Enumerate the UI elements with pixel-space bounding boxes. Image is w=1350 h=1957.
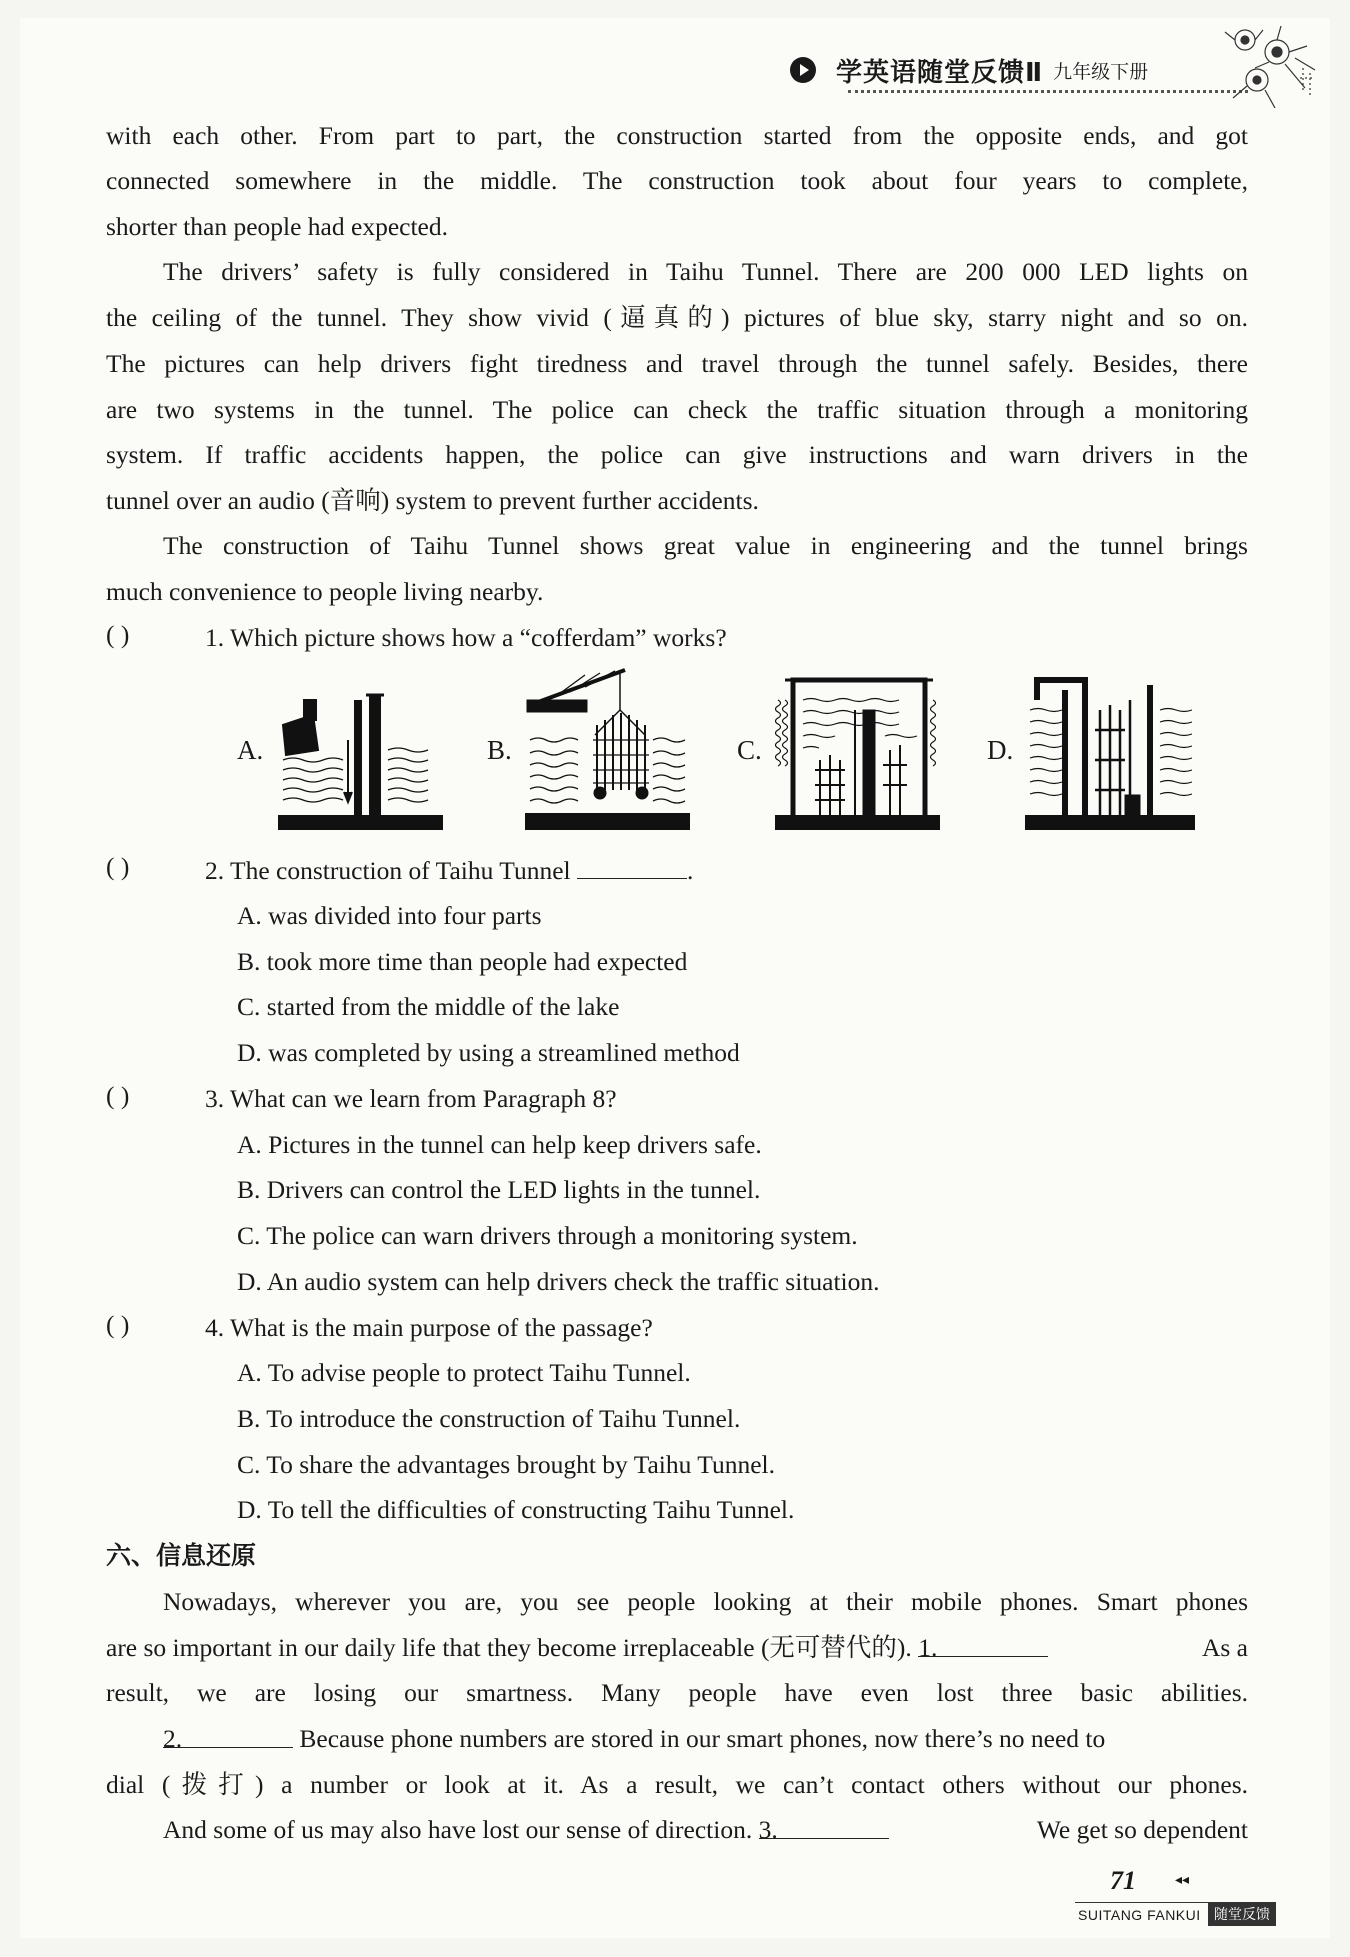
passage-line: connected somewhere in the middle. The construction took about four years to complete, bbox=[106, 166, 1248, 195]
passage-line: The drivers’ safety is fully considered in Taihu Tunnel. There are 200 000 LED lights on bbox=[163, 257, 1248, 286]
answer-bracket[interactable]: ( ) bbox=[106, 620, 130, 649]
passage-line: tunnel over an audio (音响) system to prevent further accidents. bbox=[106, 486, 759, 515]
answer-blank-3[interactable]: 3. bbox=[759, 1812, 889, 1839]
picture-label-c: C. bbox=[737, 735, 762, 765]
option: C. The police can warn drivers through a monitoring system. bbox=[237, 1221, 858, 1250]
option: A. To advise people to protect Taihu Tunnel. bbox=[237, 1358, 691, 1387]
option: C. started from the middle of the lake bbox=[237, 992, 620, 1021]
question-2-stem: 2. The construction of Taihu Tunnel . bbox=[205, 852, 693, 889]
option: C. To share the advantages brought by Taihu Tunnel. bbox=[237, 1450, 776, 1479]
footer-badge: 随堂反馈 bbox=[1208, 1902, 1276, 1926]
passage-line: much convenience to people living nearby. bbox=[106, 577, 544, 606]
passage-line: The construction of Taihu Tunnel shows great value in engineering and the tunnel brings bbox=[163, 531, 1248, 560]
footer-pinyin: SUITANG FANKUI bbox=[1078, 1907, 1201, 1923]
passage-line: And some of us may also have lost our sense of direction. 3. We get so dependent bbox=[163, 1812, 1248, 1848]
passage-line: with each other. From part to part, the construction started from the opposite ends, and got bbox=[106, 121, 1248, 150]
play-icon bbox=[790, 57, 816, 83]
answer-bracket[interactable]: ( ) bbox=[106, 1081, 130, 1110]
passage-line: Nowadays, wherever you are, you see people looking at their mobile phones. Smart phones bbox=[163, 1587, 1248, 1616]
cofferdam-picture-b[interactable] bbox=[525, 665, 690, 830]
header-title: 学英语随堂反馈Ⅱ bbox=[836, 57, 1044, 88]
passage-line: the ceiling of the tunnel. They show vivid (逼真的) pictures of blue sky, starry night and so on. bbox=[106, 303, 1248, 332]
passage-line: are two systems in the tunnel. The police can check the traffic situation through a monitoring bbox=[106, 395, 1248, 424]
answer-blank-1[interactable]: 1. bbox=[918, 1630, 1048, 1657]
option: D. An audio system can help drivers check the traffic situation. bbox=[237, 1267, 880, 1296]
answer-bracket[interactable]: ( ) bbox=[106, 1310, 130, 1339]
picture-label-a: A. bbox=[237, 735, 264, 765]
double-arrow-icon: ◂◂ bbox=[1175, 1872, 1190, 1888]
page-number: 71 bbox=[1110, 1866, 1136, 1895]
option: D. was completed by using a streamlined method bbox=[237, 1038, 740, 1067]
header-dotted-rule bbox=[848, 90, 1248, 93]
passage-line: shorter than people had expected. bbox=[106, 212, 448, 241]
cofferdam-picture-c[interactable] bbox=[775, 670, 940, 830]
header-subtitle: 九年级下册 bbox=[1053, 60, 1149, 83]
passage-line: dial (拨打) a number or look at it. As a result, we can’t contact others without our phones. bbox=[106, 1770, 1248, 1799]
passage-line: 2. Because phone numbers are stored in our smart phones, now there’s no need to bbox=[163, 1721, 1248, 1757]
answer-blank[interactable] bbox=[577, 852, 687, 879]
flower-decoration-icon bbox=[1215, 18, 1325, 118]
option: A. was divided into four parts bbox=[237, 901, 542, 930]
question-4-stem: 4. What is the main purpose of the passage? bbox=[205, 1313, 653, 1342]
section-title: 六、信息还原 bbox=[106, 1541, 257, 1570]
cofferdam-picture-a[interactable] bbox=[278, 670, 443, 830]
passage-line: system. If traffic accidents happen, the police can give instructions and warn drivers in the bbox=[106, 440, 1248, 469]
picture-label-b: B. bbox=[487, 735, 512, 765]
question-3-stem: 3. What can we learn from Paragraph 8? bbox=[205, 1084, 617, 1113]
question-1-stem: 1. Which picture shows how a “cofferdam” works? bbox=[205, 623, 727, 652]
option: B. Drivers can control the LED lights in the tunnel. bbox=[237, 1175, 761, 1204]
option: A. Pictures in the tunnel can help keep drivers safe. bbox=[237, 1130, 762, 1159]
option: B. took more time than people had expected bbox=[237, 947, 688, 976]
header bbox=[790, 50, 1148, 90]
picture-label-d: D. bbox=[987, 735, 1014, 765]
option: D. To tell the difficulties of constructing Taihu Tunnel. bbox=[237, 1495, 795, 1524]
passage-line: are so important in our daily life that they become irreplaceable (无可替代的). 1. As a bbox=[106, 1630, 1248, 1666]
passage-line: result, we are losing our smartness. Many people have even lost three basic abilities. bbox=[106, 1678, 1248, 1707]
passage-line: The pictures can help drivers fight tiredness and travel through the tunnel safely. Besides, there bbox=[106, 349, 1248, 378]
answer-bracket[interactable]: ( ) bbox=[106, 852, 130, 881]
answer-blank-2[interactable]: 2. bbox=[163, 1721, 293, 1748]
option: B. To introduce the construction of Taihu Tunnel. bbox=[237, 1404, 741, 1433]
cofferdam-picture-d[interactable] bbox=[1025, 670, 1195, 830]
